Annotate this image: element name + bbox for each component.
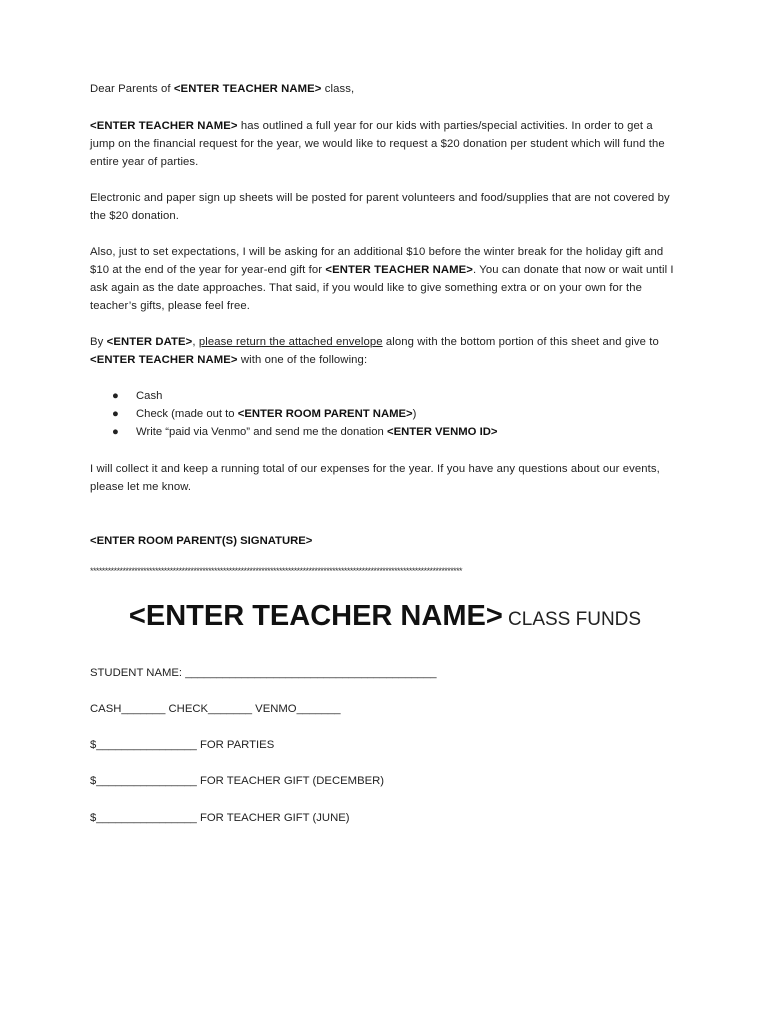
option-check-end: ): [412, 408, 417, 420]
return-text: By: [90, 336, 107, 348]
return-envelope-underlined: please return the attached envelope: [198, 336, 383, 348]
comma: ,: [192, 336, 199, 348]
room-parent-name-placeholder: <ENTER ROOM PARENT NAME>: [237, 408, 413, 420]
signature-placeholder: <ENTER ROOM PARENT(S) SIGNATURE>: [90, 535, 313, 547]
paragraph-signup: Electronic and paper sign up sheets will be posted for parent volunteers and food/supplies that are not covered by the $20 donation.: [90, 192, 670, 222]
venmo-id-placeholder: <ENTER VENMO ID>: [386, 426, 498, 438]
gift-december-field: $________________ FOR TEACHER GIFT (DECEMBER): [90, 775, 385, 787]
bullet-icon: ●: [112, 390, 119, 402]
date-placeholder: <ENTER DATE>: [106, 336, 193, 348]
parties-amount-field: $________________ FOR PARTIES: [90, 739, 275, 751]
class-funds-title: [90, 600, 680, 633]
paragraph-closing: I will collect it and keep a running total of our expenses for the year. If you have any questions about our events, please let me know.: [90, 463, 660, 493]
list-item-check: [90, 405, 497, 423]
payment-method-field: CASH_______ CHECK_______ VENMO_______: [90, 703, 341, 715]
return-text-mid: along with the bottom portion of this sheet and give to: [382, 336, 659, 348]
cut-line-separator: ******************************************************************************************************************************: [90, 566, 463, 576]
option-venmo: Write “paid via Venmo” and send me the donation: [136, 426, 387, 438]
list-item-venmo: [90, 423, 497, 441]
paragraph-expectations: [90, 243, 680, 315]
option-check: Check (made out to: [136, 408, 238, 420]
teacher-name-placeholder: <ENTER TEACHER NAME>: [128, 600, 503, 632]
student-name-field: STUDENT NAME: ________________________________________: [90, 667, 437, 679]
bullet-icon: ●: [112, 408, 119, 420]
bullet-icon: ●: [112, 426, 119, 438]
intro-text: has outlined a full year for our kids with parties/special activities. In order to get a jump on the financial request for the year, we would like to request a $20 donation per student which will fund the entire year of parties.: [90, 120, 665, 168]
salutation: [90, 80, 354, 98]
salutation-suffix: class,: [321, 83, 355, 95]
expectations-text: Also, just to set expectations, I will be asking for an additional $10 before the winter break for the holiday gift and $10 at the end of the year for year-end gift for: [90, 246, 664, 276]
paragraph-return-instructions: [90, 333, 680, 369]
payment-options-list: [90, 387, 497, 441]
teacher-name-placeholder: <ENTER TEACHER NAME>: [90, 354, 238, 366]
option-cash: Cash: [136, 390, 163, 402]
paragraph-intro: [90, 117, 680, 171]
gift-june-field: $________________ FOR TEACHER GIFT (JUNE): [90, 812, 350, 824]
teacher-name-placeholder: <ENTER TEACHER NAME>: [173, 83, 322, 95]
list-item-cash: [90, 387, 497, 405]
teacher-name-placeholder: <ENTER TEACHER NAME>: [325, 264, 473, 276]
expectations-text-end: . You can donate that now or wait until I ask again as the date approaches. That said, if you would like to give something extra or on your own for the teacher’s gifts, please feel free.: [90, 264, 674, 312]
return-text-end: with one of the following:: [237, 354, 368, 366]
class-funds-label: CLASS FUNDS: [502, 609, 642, 630]
teacher-name-placeholder: <ENTER TEACHER NAME>: [90, 120, 238, 132]
salutation-text: Dear Parents of: [90, 83, 174, 95]
